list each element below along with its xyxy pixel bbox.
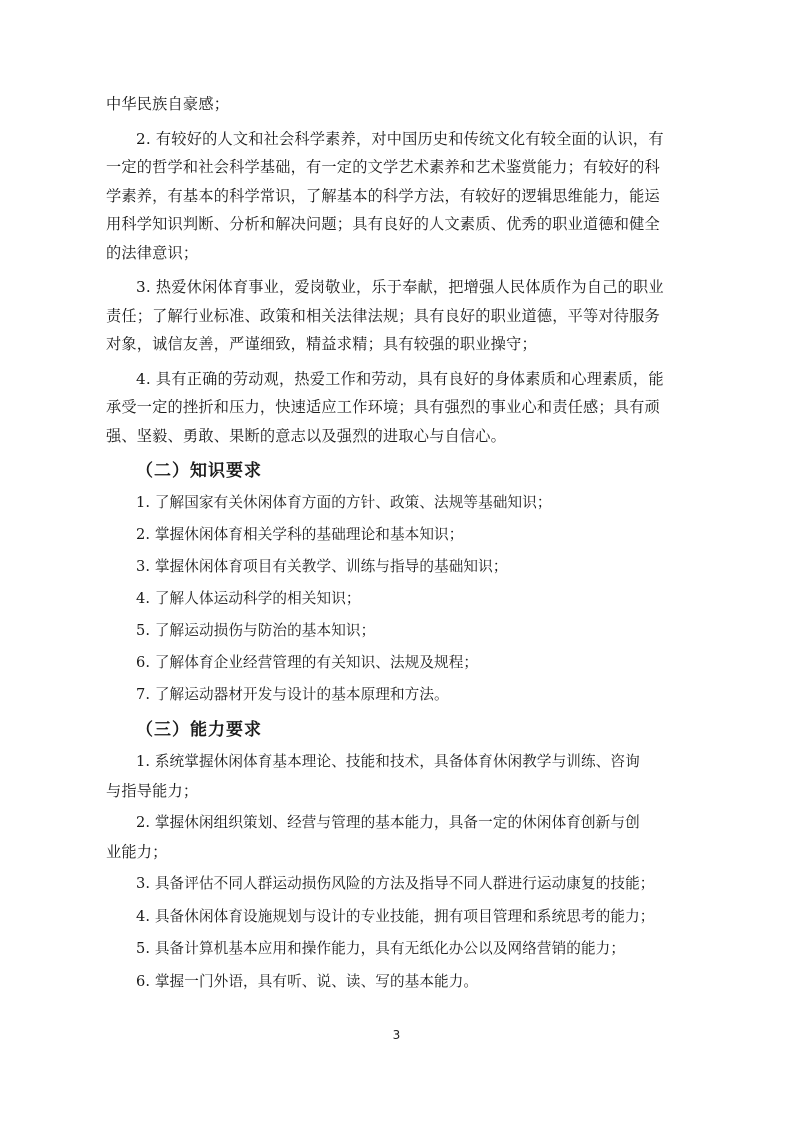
list-item: 6. 掌握一门外语，具有听、说、读、写的基本能力。 xyxy=(136,972,479,990)
list-item-continuation: 业能力； xyxy=(106,842,168,861)
paragraph-line: 的法律意识； xyxy=(106,243,199,262)
list-item: 6. 了解体育企业经营管理的有关知识、法规及规程； xyxy=(136,654,479,671)
section-heading: （二）知识要求 xyxy=(136,461,262,481)
list-item: 2. 掌握休闲组织策划、经营与管理的基本能力，具备一定的休闲体育创新与创 xyxy=(136,814,640,831)
list-item: 3. 掌握休闲体育项目有关教学、训练与指导的基础知识； xyxy=(136,558,508,575)
paragraph-4 xyxy=(106,365,694,451)
paragraph-line: 对象，诚信友善，严谨细致，精益求精；具有较强的职业操守； xyxy=(106,335,537,353)
paragraph-line: 用科学知识判断、分析和解决问题；具有良好的人文素质、优秀的职业道德和健全 xyxy=(106,215,660,233)
list-item: 3. 具备评估不同人群运动损伤风险的方法及指导不同人群进行运动康复的技能； xyxy=(136,875,655,892)
paragraph-line: 3. 热爱休闲体育事业，爱岗敬业，乐于奉献，把增强人民体质作为自己的职业 xyxy=(136,278,664,296)
page-number: 3 xyxy=(392,1028,401,1042)
paragraph-line: 4. 具有正确的劳动观，热爱工作和劳动，具有良好的身体素质和心理素质，能 xyxy=(136,369,664,388)
list-item-continuation: 与指导能力； xyxy=(106,781,199,800)
document-page xyxy=(106,90,694,996)
list-item: 5. 了解运动损伤与防治的基本知识； xyxy=(136,622,376,639)
section-heading: （三）能力要求 xyxy=(136,720,262,740)
list-item: 1. 了解国家有关休闲体育方面的方针、政策、法规等基础知识； xyxy=(136,494,552,511)
list-item: 5. 具备计算机基本应用和操作能力，具有无纸化办公以及网络营销的能力； xyxy=(136,940,626,957)
section-knowledge-requirements xyxy=(106,456,694,709)
section-1-continuation xyxy=(106,90,694,450)
paragraph-line: 一定的哲学和社会科学基础，有一定的文学艺术素养和艺术鉴赏能力；有较好的科 xyxy=(106,158,660,176)
paragraph-line: 2. 有较好的人文和社会科学素养，对中国历史和传统文化有较全面的认识，有 xyxy=(136,129,664,148)
paragraph-2 xyxy=(106,125,694,268)
paragraph-3 xyxy=(106,273,694,359)
list-item: 4. 具备休闲体育设施规划与设计的专业技能，拥有项目管理和系统思考的能力； xyxy=(136,907,655,925)
list-item: 4. 了解人体运动科学的相关知识； xyxy=(136,590,361,607)
section-ability-requirements xyxy=(106,715,694,996)
paragraph-line: 中华民族自豪感； xyxy=(106,95,230,113)
list-item: 1. 系统掌握休闲体育基本理论、技能和技术，具备体育休闲教学与训练、咨询 xyxy=(136,753,640,770)
list-item: 7. 了解运动器材开发与设计的基本原理和方法。 xyxy=(136,686,449,703)
list-item: 2. 掌握休闲体育相关学科的基础理论和基本知识； xyxy=(136,526,464,543)
paragraph-line: 强、坚毅、勇敢、果断的意志以及强烈的进取心与自信心。 xyxy=(106,426,507,445)
paragraph-line: 承受一定的挫折和压力，快速适应工作环境；具有强烈的事业心和责任感；具有顽 xyxy=(106,398,660,416)
paragraph-line: 学素养，有基本的科学常识，了解基本的科学方法，有较好的逻辑思维能力，能运 xyxy=(106,186,660,205)
paragraph-line: 责任；了解行业标准、政策和相关法律法规；具有良好的职业道德，平等对待服务 xyxy=(106,306,660,325)
